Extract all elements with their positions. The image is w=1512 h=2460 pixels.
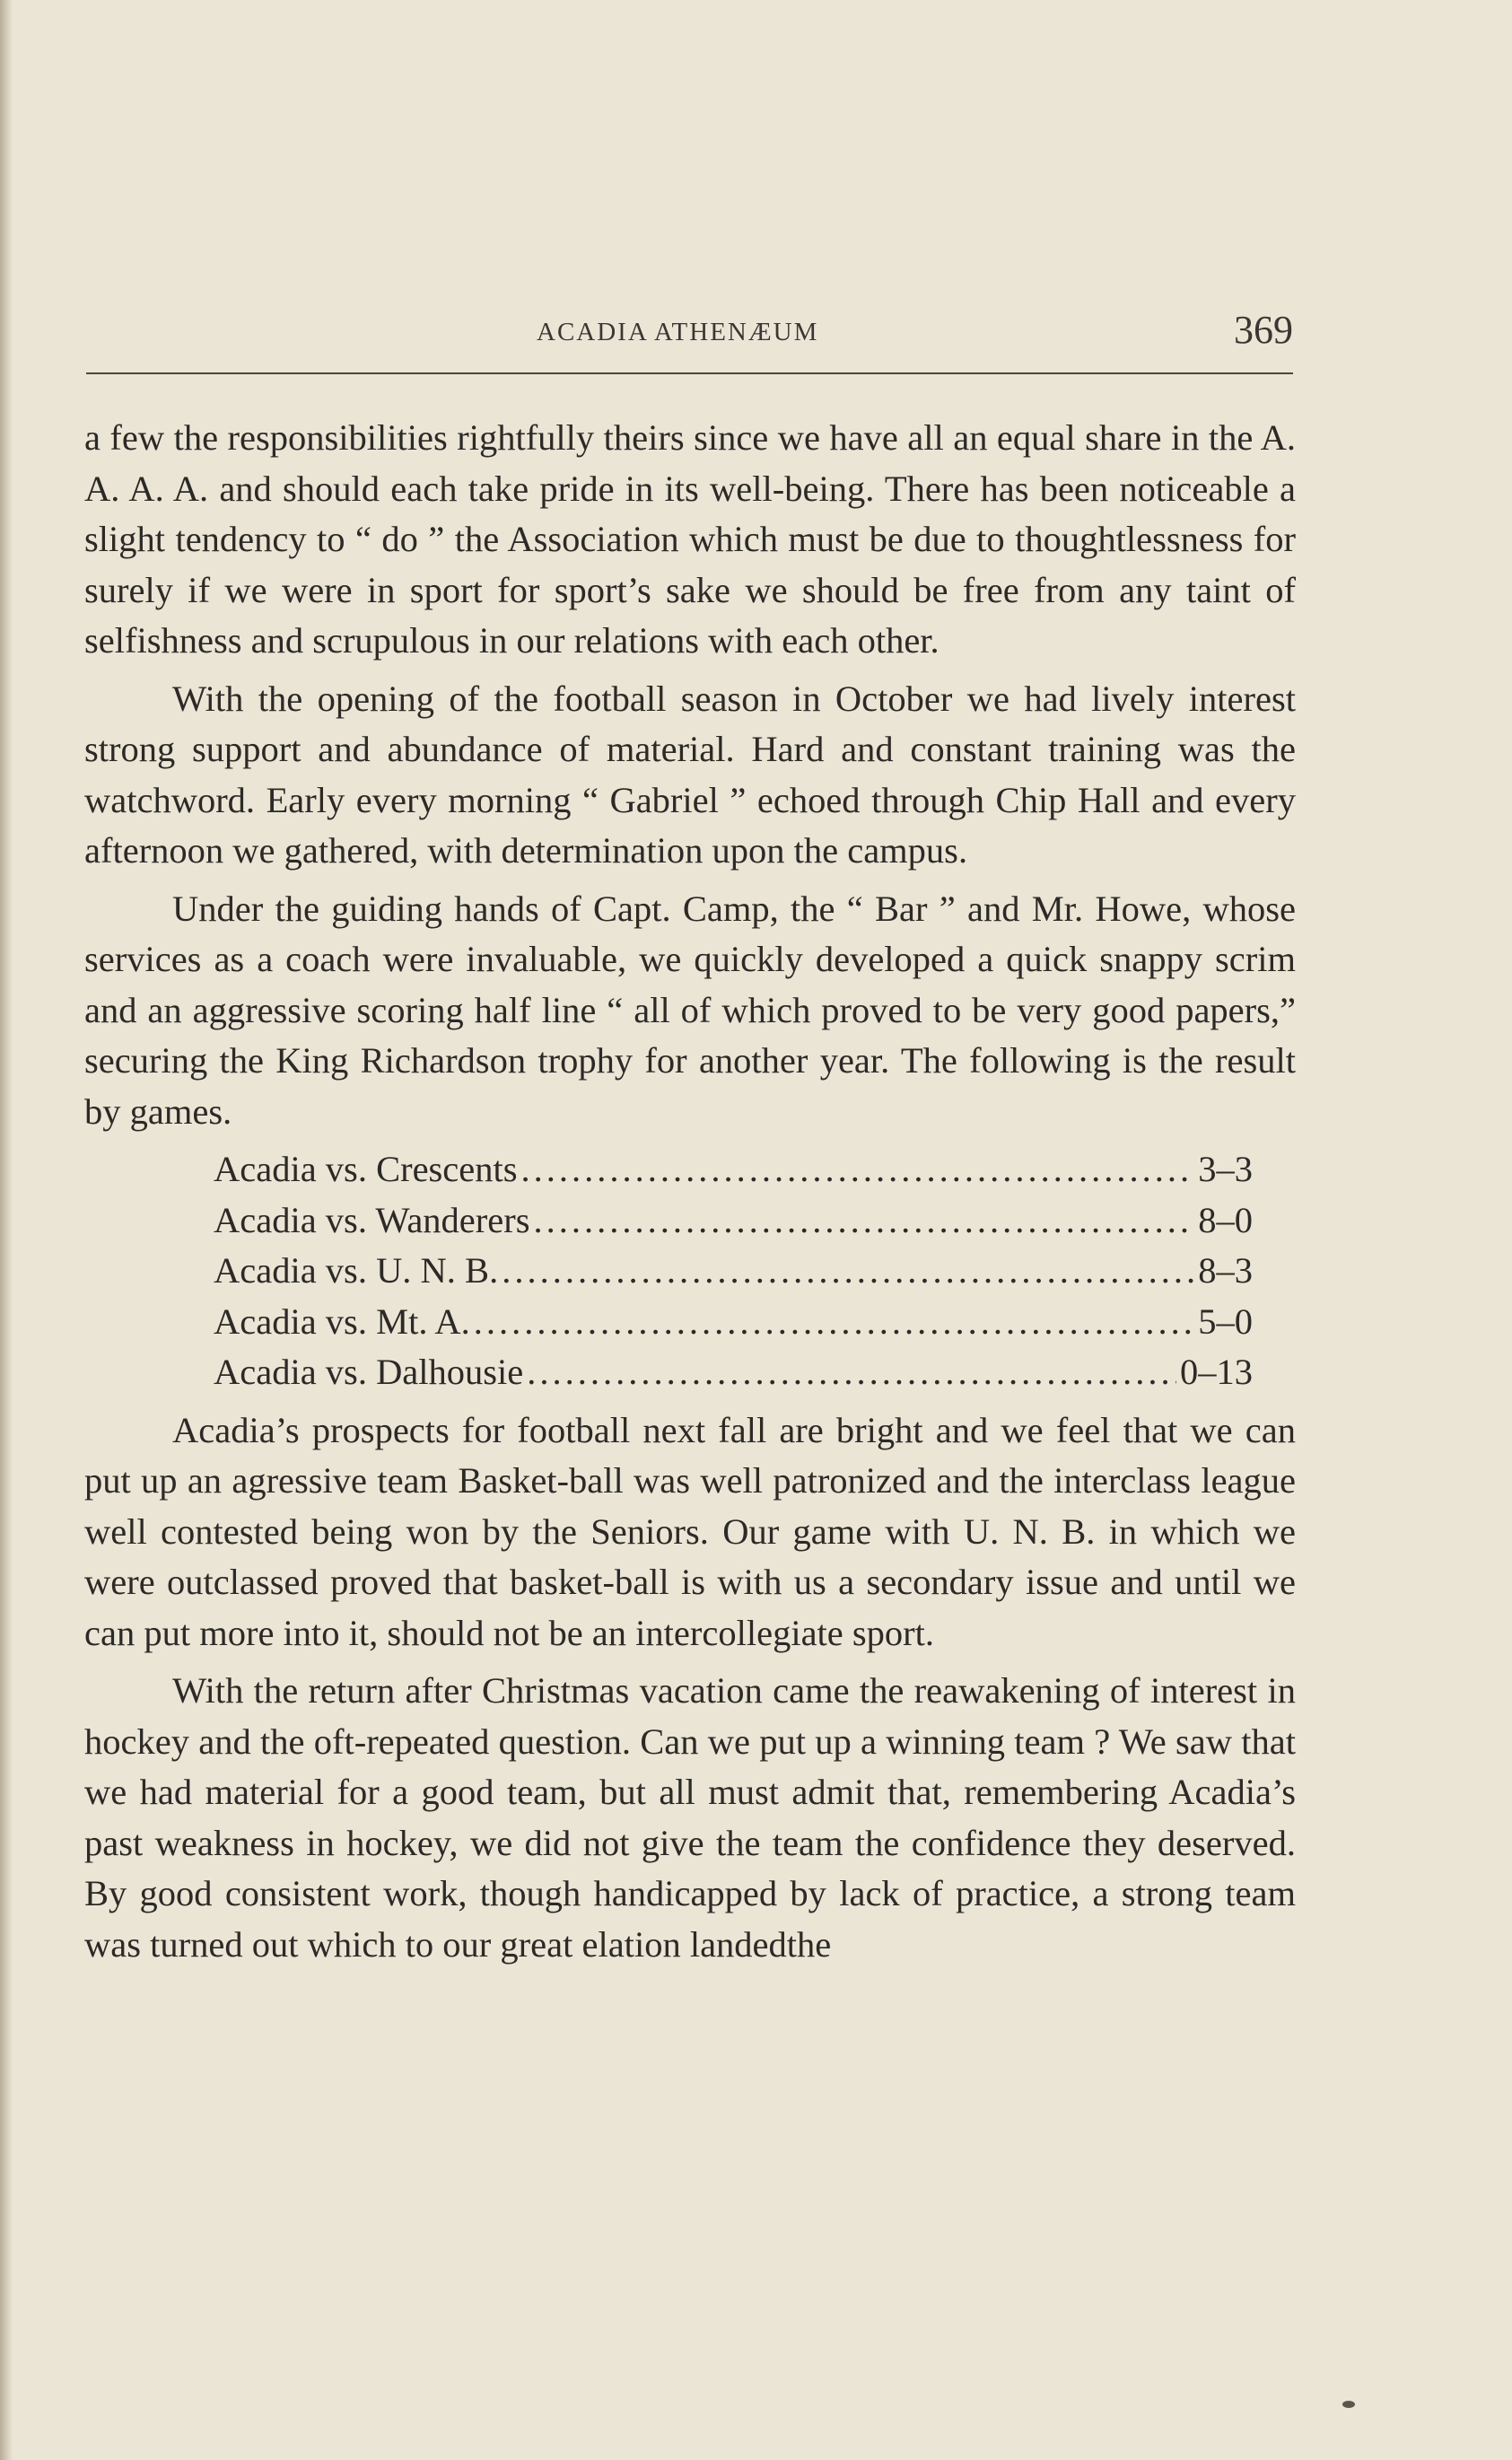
- result-row: [214, 1297, 1253, 1348]
- dot-leader: [521, 1144, 1195, 1195]
- dot-leader: [527, 1347, 1176, 1398]
- result-row: [214, 1347, 1253, 1398]
- dot-leader: [533, 1195, 1194, 1247]
- result-row: [214, 1195, 1253, 1247]
- result-match: Acadia vs. Mt. A.: [214, 1300, 470, 1342]
- paragraph-hockey: With the return after Christmas vacation came the reawakening of interest in hockey and the oft-repeated question. Can we put up a winning team ? We saw that we had material for a good team, but all must admit that, remembering Acadia’s past weakness in hockey, we did not give the team the confidence they deserved. By good consistent work, though handicapped by lack of practice, a strong team was turned out which to our great elation landedthe: [84, 1670, 1296, 1965]
- result-match: Acadia vs. U. N. B.: [214, 1250, 499, 1291]
- page-body: [84, 413, 1296, 1977]
- result-score: 8–0: [1198, 1199, 1253, 1240]
- result-match: Acadia vs. Wanderers: [214, 1199, 530, 1240]
- result-match: Acadia vs. Dalhousie: [214, 1352, 524, 1392]
- page-edge-shadow: [0, 0, 13, 2460]
- result-score: 0–13: [1180, 1352, 1253, 1392]
- page-number: 369: [1234, 308, 1293, 352]
- result-score: 8–3: [1198, 1250, 1253, 1291]
- result-row: [214, 1246, 1253, 1297]
- result-score: 3–3: [1198, 1149, 1253, 1189]
- dot-leader: [502, 1246, 1194, 1297]
- result-score: 5–0: [1198, 1300, 1253, 1342]
- paragraph-coaching: Under the guiding hands of Capt. Camp, the “ Bar ” and Mr. Howe, whose services as a coach were invaluable, we quickly developed a quick snappy scrim and an aggressive scoring half line “ all of which proved to be very good papers,” securing the King Richardson trophy for another year. The following is the result by games.: [84, 888, 1296, 1132]
- paragraph-prospects: Acadia’s prospects for football next fall are bright and we feel that we can put up an agressive team Basket-ball was well patronized and the interclass league well contested being won by the Seniors. Our game with U. N. B. in which we were outclassed proved that basket-ball is with us a secondary issue and until we can put more into it, should not be an intercollegiate sport.: [84, 1409, 1296, 1653]
- header-rule: [86, 372, 1293, 374]
- result-match: Acadia vs. Crescents: [214, 1149, 518, 1189]
- result-row: [214, 1144, 1253, 1195]
- paragraph-continued: a few the responsibilities rightfully theirs since we have all an equal share in the A. A. A. A. and should each take pride in its well-being. There has been noticeable a slight tendency to “ do ” the Association which must be due to thoughtlessness for surely if we were in sport for sport’s sake we should be free from any taint of selfishness and scrupulous in our relations with each other.: [84, 417, 1296, 661]
- football-results-list: [84, 1144, 1296, 1398]
- running-title: ACADIA ATHENÆUM: [537, 318, 819, 346]
- page-header: [86, 303, 1293, 375]
- paragraph-football-season: With the opening of the football season in October we had lively interest strong support and abundance of material. Hard and constant training was the watchword. Early every morning “ Gabriel ” echoed through Chip Hall and every afternoon we gathered, with determination upon the campus.: [84, 678, 1296, 871]
- dot-leader: [474, 1297, 1195, 1348]
- paper-speck: [1342, 2401, 1355, 2408]
